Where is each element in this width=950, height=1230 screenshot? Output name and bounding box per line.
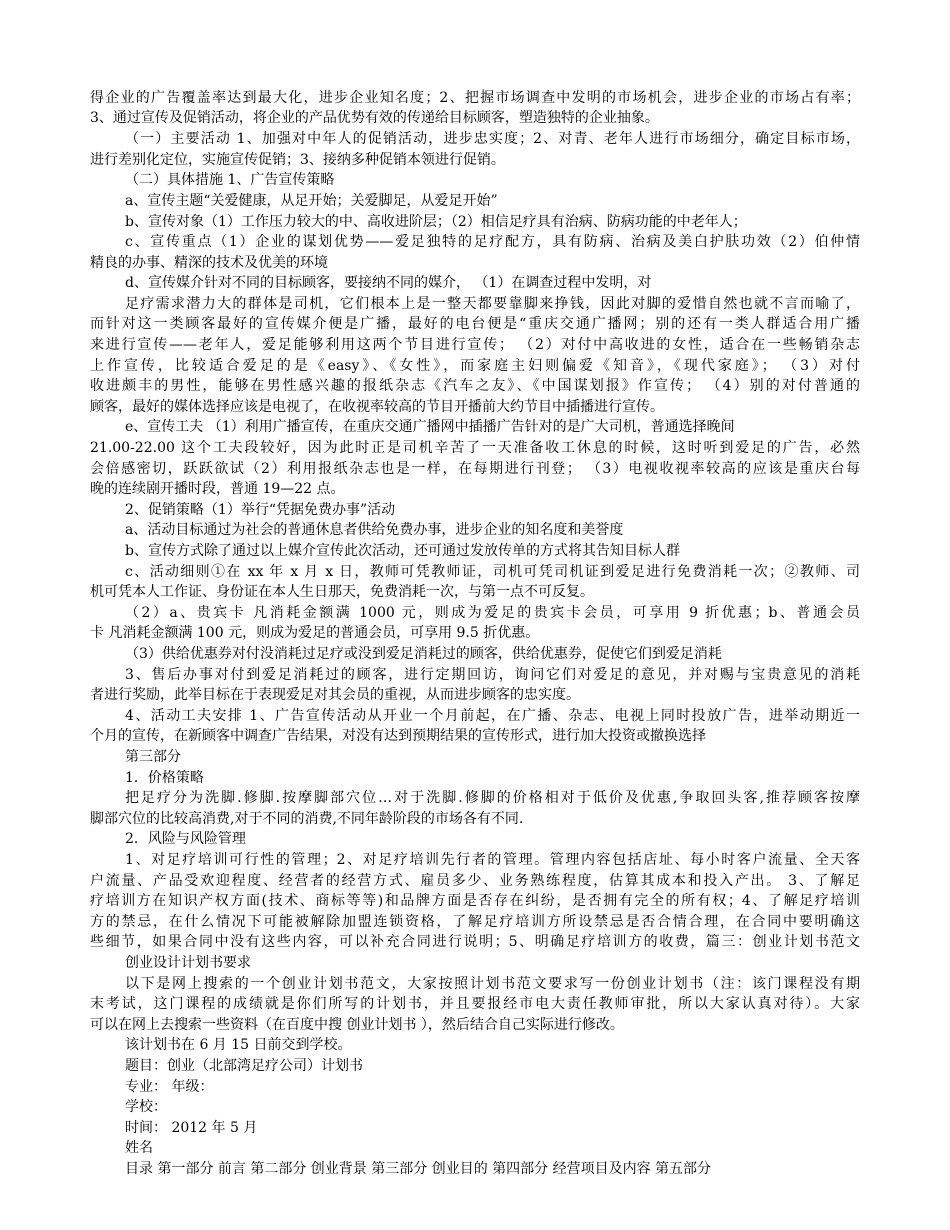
text-line: 3、售后办事对付到爱足消耗过的顾客，进行定期回访，询问它们对爱足的意见，并对赐与宝贵意见的消耗 xyxy=(125,667,860,683)
text-line: 学校： xyxy=(125,1099,167,1115)
text-line: a、宣传主题“关爱健康，从足开始；关爱脚足，从爱足开始” xyxy=(125,193,498,209)
text-line: 户流量、产品受欢迎程度、经营者的经营方式、雇员多少、业务熟练程度，估算其成本和投入产出。 3、了解足 xyxy=(90,873,860,889)
text-line: c、活动细则①在 xx 年 x 月 x 日，教师可凭教师证，司机可凭司机证到爱足进行免费消耗一次；②教师、司 xyxy=(125,564,860,580)
text-line: 1、对足疗培训可行性的管理；2、对足疗培训先行者的管理。管理内容包括店址、每小时客户流量、全天客 xyxy=(125,852,860,868)
text-line: 足疗需求潜力大的群体是司机，它们根本上是一整天都要靠脚来挣钱，因此对脚的爱惜自然也就不言而喻了， xyxy=(125,296,860,312)
text-line: 顾客，最好的媒体选择应该是电视了，在收视率较高的节目开播前大约节目中插播进行宣传。 xyxy=(90,399,664,415)
text-line: 得企业的广告覆盖率达到最大化，进步企业知名度；2、把握市场调查中发明的市场机会，进步企业的市场占有率； xyxy=(90,90,860,106)
text-line: 进行差别化定位，实施宣传促销；3、接纳多种促销本领进行促销。 xyxy=(90,152,505,168)
text-line: 个月的宣传，在新顾客中调查广告结果，对没有达到预期结果的宣传形式，进行加大投资或撤换选择 xyxy=(90,728,706,744)
text-line: 21.00-22.00 这个工夫段较好，因为此时正是司机辛苦了一天准备收工休息的时候，这时听到爱足的广告，必然 xyxy=(90,440,860,456)
section-heading: 创业设计计划书要求 xyxy=(125,955,251,971)
text-line: （二）具体措施 1、广告宣传策略 xyxy=(125,172,335,188)
text-line: e、宣传工夫 （1）利用广播宣传，在重庆交通广播网中插播广告针对的是广大司机，普通选择晚间 xyxy=(125,419,735,435)
text-line: 可以在网上去搜索一些资料（在百度中搜 创业计划书 ），然后结合自己实际进行修改。 xyxy=(90,1017,624,1033)
text-line: 该计划书在 6 月 15 日前交到学校。 xyxy=(125,1037,352,1053)
text-line: 上作宣传，比较适合爱足的是《easy》、《女性》，而家庭主妇则偏爱《知音》，《现代家庭》； （3）对付 xyxy=(90,358,860,374)
text-line: 方的禁忌，在什么情况下可能被解除加盟连锁资格，了解足疗培训方所设禁忌是否合情合理，在合同中要明确这 xyxy=(90,914,860,930)
text-line: 时间： 2012 年 5 月 xyxy=(125,1120,258,1136)
text-line: a、活动目标通过为社会的普通休息者供给免费办事，进步企业的知名度和美誉度 xyxy=(125,522,624,538)
text-line: 会倍感密切，跃跃欲试（2）利用报纸杂志也是一样，在每期进行刊登； （3）电视收视率较高的应该是重庆台每 xyxy=(90,461,860,477)
text-line: 姓名 xyxy=(125,1140,153,1156)
section-heading: 1．价格策略 xyxy=(125,770,204,786)
text-line: 3、通过宣传及促销活动，将企业的产品优势有效的传递给目标顾客，塑造独特的企业抽象。 xyxy=(90,110,659,126)
text-line: 些细节，如果合同中没有这些内容，可以补充合同进行说明；5、明确足疗培训方的收费，篇三：创业计划书范文 xyxy=(90,934,860,950)
text-line: 疗培训方在知识产权方面(技术、商标等等)和品牌方面是否存在纠纷，是否拥有完全的所有权；4、了解足疗培训 xyxy=(90,893,860,909)
text-line: b、宣传对象（1）工作压力较大的中、高收进阶层；（2）相信足疗具有治病、防病功能的中老年人； xyxy=(125,214,747,230)
text-line: 精良的办事、精深的技术及优美的环境 xyxy=(90,255,328,271)
text-line: 机可凭本人工作证、身份证在本人生日那天，免费消耗一次，与第一点不可反复。 xyxy=(90,584,594,600)
text-line: c、宣传重点（1）企业的谋划优势——爱足独特的足疗配方，具有防病、治病及美白护肤功效（2）伯仲情 xyxy=(125,234,860,250)
text-line: 末考试，这门课程的成绩就是你们所写的计划书，并且要报经市电大责任教师审批，所以大家认真对待）。大家 xyxy=(90,996,860,1012)
text-line: （2）a、贵宾卡 凡消耗金额满 1000 元，则成为爱足的贵宾卡会员，可享用 9 折优惠；b、普通会员 xyxy=(125,605,860,621)
text-line: 卡 凡消耗金额满 100 元，则成为爱足的普通会员，可享用 9.5 折优惠。 xyxy=(90,625,540,641)
text-line: 来进行宣传——老年人，爱足能够利用这两个节目进行宣传； （2）对付中高收进的女性，适合在一些畅销杂志 xyxy=(90,337,860,353)
text-line: 脚部穴位的比较高消费,对于不同的消费,不同年龄阶段的市场各有不同. xyxy=(90,811,524,827)
text-line: 把足疗分为洗脚.修脚.按摩脚部穴位…对于洗脚.修脚的价格相对于低价及优惠,争取回头客,推荐顾客按摩 xyxy=(125,790,860,806)
text-line: 收进颇丰的男性，能够在男性感兴趣的报纸杂志《汽车之友》、《中国谋划报》作宣传； （4）别的对付普通的 xyxy=(90,378,860,394)
text-line: 晚的连续剧开播时段，普通 19—22 点。 xyxy=(90,481,345,497)
text-line: 专业： 年级： xyxy=(125,1079,214,1095)
section-heading: 第三部分 xyxy=(125,749,181,765)
text-line: （一）主要活动 1、加强对中年人的促销活动，进步忠实度；2、对青、老年人进行市场细分，确定目标市场， xyxy=(125,131,860,147)
text-line: b、宣传方式除了通过以上媒介宣传此次活动，还可通过发放传单的方式将其告知目标人群 xyxy=(125,543,680,559)
text-line: 4、活动工夫安排 1、广告宣传活动从开业一个月前起，在广播、杂志、电视上同时投放广告，进举动期近一 xyxy=(125,708,860,724)
table-of-contents-line: 目录 第一部分 前言 第二部分 创业背景 第三部分 创业目的 第四部分 经营项目及内容 第五部分 xyxy=(125,1161,712,1177)
text-line: 2、促销策略（1）举行“凭据免费办事”活动 xyxy=(125,502,396,518)
text-line: 而针对这一类顾客最好的宣传媒介便是广播，最好的电台便是“重庆交通广播网；别的还有一类人群适合用广播 xyxy=(90,316,860,332)
text-line: （3）供给优惠券对付没消耗过足疗或没到爱足消耗过的顾客，供给优惠券，促使它们到爱足消耗 xyxy=(125,646,722,662)
text-line: 题目：创业（北部湾足疗公司）计划书 xyxy=(125,1058,363,1074)
text-line: 以下是网上搜索的一个创业计划书范文，大家按照计划书范文要求写一份创业计划书（注：该门课程没有期 xyxy=(125,976,860,992)
section-heading: 2．风险与风险管理 xyxy=(125,831,246,847)
text-line: d、宣传媒介针对不同的目标顾客，要接纳不同的媒介， （1）在调查过程中发明，对 xyxy=(125,275,652,291)
text-line: 者进行奖励，此举目标在于表现爱足对其会员的重视，从而进步顾客的忠实度。 xyxy=(90,687,580,703)
